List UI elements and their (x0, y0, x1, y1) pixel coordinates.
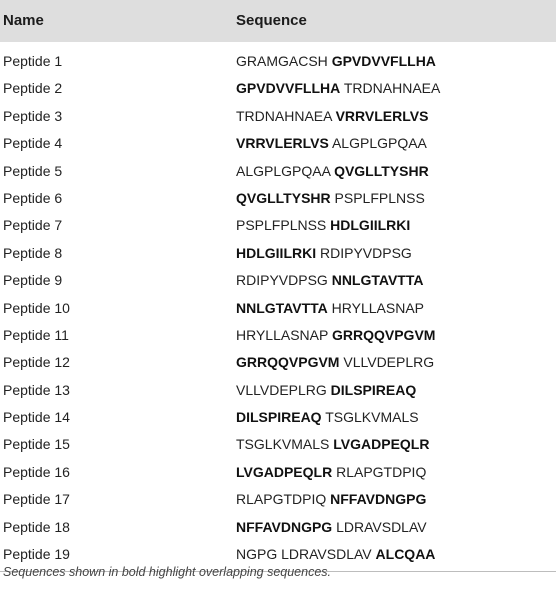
sequence-overlap-bold: ALCQAA (375, 546, 436, 563)
table-row (0, 239, 556, 266)
peptide-name: Peptide 7 (3, 217, 63, 234)
sequence-overlap-bold: GPVDVVFLLHA (331, 53, 436, 69)
table-row (0, 321, 556, 348)
peptide-sequence (236, 409, 419, 425)
sequence-overlap-bold: HDLGIILRKI (236, 244, 317, 261)
peptide-name: Peptide 6 (3, 189, 63, 206)
sequence-overlap-bold: NNLGTAVTTA (236, 299, 328, 316)
table-row (0, 513, 556, 540)
header-sequence: Sequence (236, 12, 307, 29)
sequence-plain-before: VLLVDEPLRG (236, 381, 331, 398)
peptide-name: Peptide 1 (3, 53, 63, 69)
peptide-name: Peptide 16 (3, 463, 70, 480)
peptide-sequence (236, 436, 429, 452)
sequence-overlap-bold: NNLGTAVTTA (331, 272, 424, 289)
peptide-name: Peptide 18 (3, 518, 70, 535)
sequence-overlap-bold: NFFAVDNGPG (236, 518, 333, 535)
table-footnote: Sequences shown in bold highlight overlapping sequences. (3, 565, 332, 579)
table-row (0, 184, 556, 211)
sequence-overlap-bold: DILSPIREAQ (236, 409, 322, 426)
sequence-overlap-bold: HDLGIILRKI (330, 217, 411, 234)
sequence-plain-after: HRYLLASNAP (327, 299, 424, 316)
table-header-row (0, 0, 556, 42)
sequence-plain-after: PSPLFPLNSS (330, 189, 425, 206)
table-row (0, 403, 556, 430)
peptide-sequence (236, 382, 416, 398)
sequence-overlap-bold: VRRVLERLVS (335, 107, 429, 124)
peptide-sequence (236, 354, 434, 370)
sequence-plain-before: GRAMGACSH (236, 53, 332, 69)
peptide-name: Peptide 2 (3, 80, 63, 97)
sequence-overlap-bold: LVGADPEQLR (333, 436, 430, 453)
peptide-sequence (236, 135, 427, 151)
peptide-sequence (236, 245, 412, 261)
sequence-plain-before: NGPG LDRAVSDLAV (236, 546, 376, 563)
peptide-name: Peptide 9 (3, 272, 63, 289)
sequence-plain-before: ALGPLGPQAA (236, 162, 335, 179)
sequence-overlap-bold: GPVDVVFLLHA (236, 80, 341, 97)
sequence-plain-before: RLAPGTDPIQ (236, 491, 331, 508)
table-row (0, 430, 556, 457)
table-row (0, 376, 556, 403)
table-row (0, 157, 556, 184)
peptide-sequence (236, 491, 426, 507)
sequence-plain-before: RDIPYVDPSG (236, 272, 332, 289)
peptide-name: Peptide 11 (3, 326, 69, 343)
sequence-plain-before: TRDNAHNAEA (236, 107, 336, 124)
peptide-sequence (236, 519, 427, 535)
sequence-overlap-bold: QVGLLTYSHR (334, 162, 429, 179)
table-body (0, 42, 556, 567)
table-row (0, 74, 556, 101)
sequence-overlap-bold: NFFAVDNGPG (330, 491, 427, 508)
peptide-name: Peptide 10 (3, 299, 70, 316)
peptide-name: Peptide 14 (3, 409, 70, 426)
table-row (0, 540, 556, 567)
sequence-overlap-bold: GRRQQVPGVM (331, 326, 436, 343)
peptide-sequence (236, 53, 436, 69)
peptide-name: Peptide 5 (3, 162, 63, 179)
peptide-sequence (236, 163, 429, 179)
sequence-plain-after: ALGPLGPQAA (328, 135, 427, 152)
table-row (0, 47, 556, 74)
sequence-plain-after: RDIPYVDPSG (316, 244, 412, 261)
peptide-name: Peptide 8 (3, 244, 63, 261)
peptide-sequence (236, 217, 410, 233)
sequence-plain-before: PSPLFPLNSS (236, 217, 331, 234)
sequence-plain-after: VLLVDEPLRG (339, 354, 435, 371)
peptide-sequence (236, 190, 425, 206)
header-name: Name (3, 12, 44, 29)
peptide-name: Peptide 15 (3, 436, 70, 453)
sequence-overlap-bold: GRRQQVPGVM (236, 354, 340, 371)
sequence-plain-before: TSGLKVMALS (236, 436, 334, 453)
sequence-plain-after: TSGLKVMALS (321, 409, 419, 426)
sequence-plain-after: TRDNAHNAEA (340, 80, 441, 97)
table-row (0, 294, 556, 321)
peptide-sequence (236, 108, 428, 124)
table-row (0, 102, 556, 129)
table-row (0, 348, 556, 375)
peptide-name: Peptide 19 (3, 546, 70, 563)
peptide-sequence (236, 546, 435, 562)
sequence-plain-before: HRYLLASNAP (236, 326, 332, 343)
peptide-name: Peptide 3 (3, 107, 63, 124)
peptide-name: Peptide 4 (3, 135, 63, 152)
table-row (0, 266, 556, 293)
peptide-sequence (236, 80, 440, 96)
table-row (0, 211, 556, 238)
sequence-overlap-bold: DILSPIREAQ (330, 381, 417, 398)
peptide-name: Peptide 17 (3, 491, 70, 508)
sequence-overlap-bold: LVGADPEQLR (236, 463, 333, 480)
sequence-plain-after: LDRAVSDLAV (332, 518, 427, 535)
table-row (0, 129, 556, 156)
peptide-sequence (236, 464, 426, 480)
table-row (0, 485, 556, 512)
sequence-overlap-bold: QVGLLTYSHR (236, 189, 331, 206)
peptide-name: Peptide 13 (3, 381, 70, 398)
peptide-sequence (236, 272, 423, 288)
peptide-sequence (236, 327, 435, 343)
sequence-plain-after: RLAPGTDPIQ (332, 463, 427, 480)
peptide-sequence (236, 300, 424, 316)
table-row (0, 458, 556, 485)
sequence-overlap-bold: VRRVLERLVS (236, 135, 329, 152)
peptide-name: Peptide 12 (3, 354, 70, 371)
